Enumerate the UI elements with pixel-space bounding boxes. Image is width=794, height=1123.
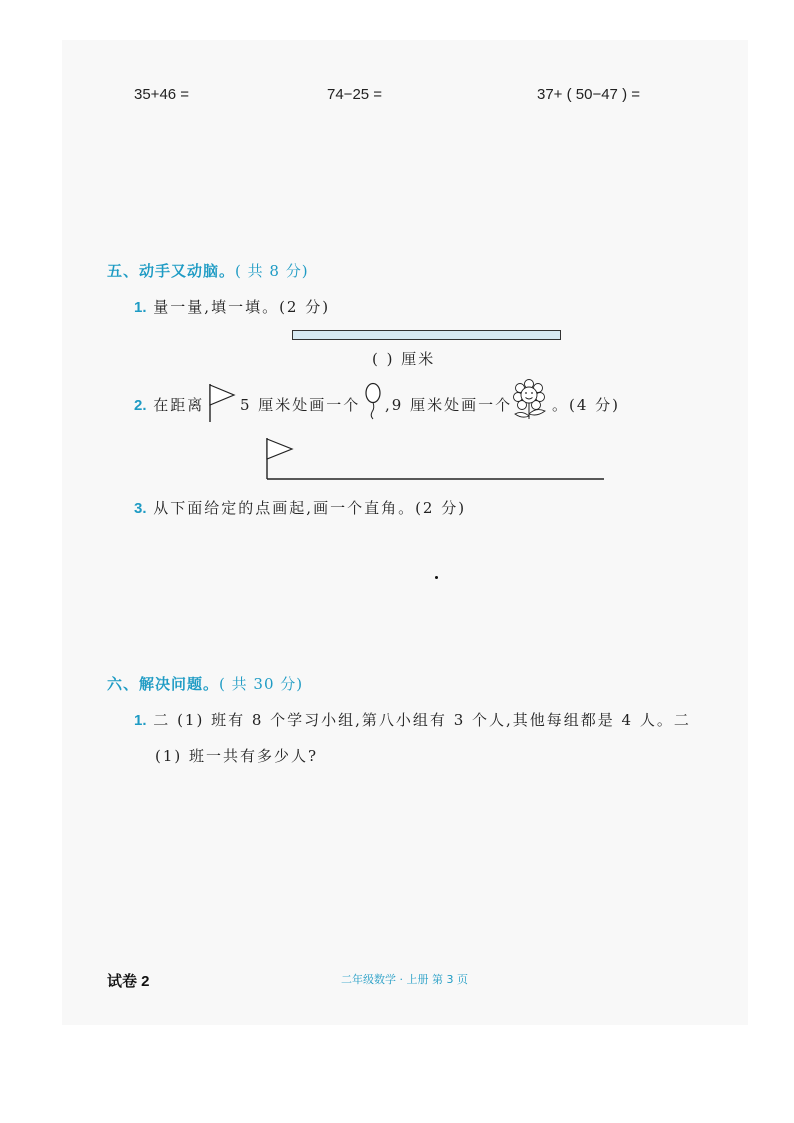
question-text: 从下面给定的点画起,画一个直角。(2 分) [153,499,467,517]
question-6-1-line2: (1) 班一共有多少人? [155,747,319,765]
section-5-title [107,260,309,281]
question-number: 2. [134,397,147,414]
equation-3: 37+ ( 50−47 ) = [537,86,640,103]
drawing-baseline [262,436,607,484]
question-5-2-start [134,394,204,415]
question-5-1 [134,296,330,317]
section-5-score: ( 共 8 分) [235,262,309,280]
footer-paper-label: 试卷 2 [107,973,150,990]
question-6-1-line1 [134,709,691,730]
section-6-heading: 六、解决问题。 [107,675,220,693]
flower-icon [512,379,552,421]
question-number: 3. [134,500,147,517]
question-text: 二 (1) 班有 8 个学习小组,第八小组有 3 个人,其他每组都是 4 人。二 [153,711,691,729]
equation-1: 35+46 = [134,86,190,103]
section-5-heading: 五、动手又动脑。 [107,262,236,280]
question-number: 1. [134,712,147,729]
question-5-2-mid: 5 厘米处画一个 [240,396,361,414]
question-5-3 [134,497,466,518]
balloon-icon [363,382,385,420]
question-text: 在距离 [153,396,205,414]
question-number: 1. [134,299,147,316]
worksheet-page [62,40,748,1025]
flag-icon [207,383,237,423]
question-5-2-end: 。(4 分) [552,396,621,414]
footer-page-info: 二年级数学 · 上册 第 3 页 [341,973,468,986]
measure-bar [292,330,561,340]
answer-cm: ( ) 厘米 [372,350,436,368]
question-5-2-mid2: ,9 厘米处画一个 [385,396,513,414]
start-point [435,576,438,579]
section-6-title [107,673,303,694]
question-text: 量一量,填一填。(2 分) [153,298,331,316]
equation-2: 74−25 = [327,86,383,103]
section-6-score: ( 共 30 分) [219,675,304,693]
